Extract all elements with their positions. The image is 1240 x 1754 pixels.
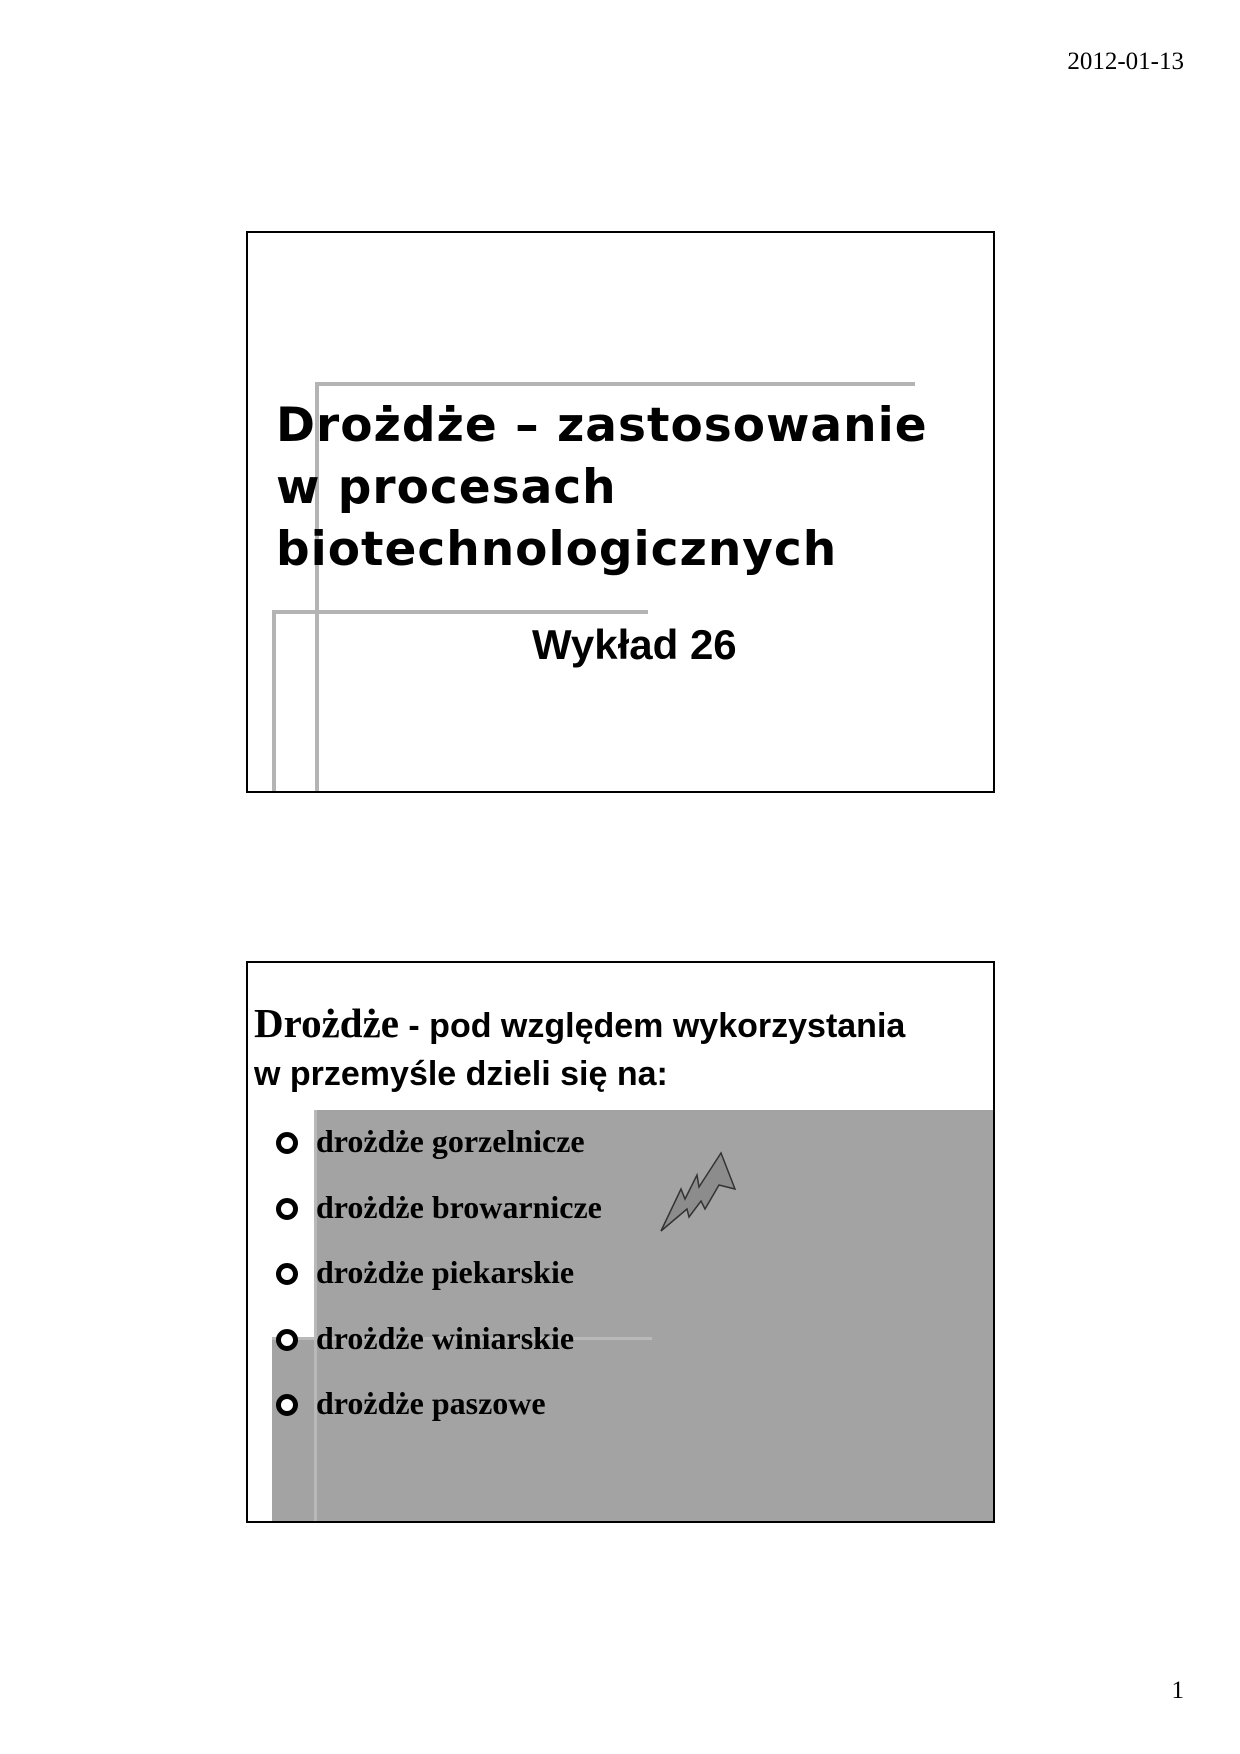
list-item-text: drożdże browarnicze bbox=[316, 1188, 602, 1225]
slide-title-text bbox=[276, 395, 928, 581]
page-number: 1 bbox=[1171, 1677, 1184, 1704]
header-date: 2012-01-13 bbox=[1067, 48, 1184, 75]
background-panel bbox=[272, 1338, 332, 1521]
heading-rest: - pod względem wykorzystania bbox=[398, 1007, 906, 1045]
bullet-icon bbox=[276, 1263, 298, 1285]
slide-heading bbox=[254, 999, 905, 1098]
list-item-text: drożdże winiarskie bbox=[316, 1319, 575, 1356]
slide-title bbox=[246, 231, 995, 793]
decor-line bbox=[315, 382, 915, 386]
bullet-icon bbox=[276, 1198, 298, 1220]
list-item-text: drożdże paszowe bbox=[316, 1385, 546, 1421]
decor-line bbox=[272, 610, 648, 614]
title-line: w procesach bbox=[276, 460, 617, 515]
bullet-icon bbox=[276, 1132, 298, 1154]
list-item-text: drożdże gorzelnicze bbox=[316, 1123, 585, 1159]
heading-line2: w przemyśle dzieli się na: bbox=[254, 1055, 668, 1093]
slide-subtitle: Wykład 26 bbox=[532, 621, 737, 668]
decor-line bbox=[272, 610, 276, 793]
slide-yeast-types bbox=[246, 961, 995, 1523]
lightning-bolt-icon bbox=[659, 1151, 741, 1233]
background-panel bbox=[316, 1110, 993, 1521]
title-line: Drożdże – zastosowanie bbox=[276, 398, 928, 453]
bullet-icon bbox=[276, 1394, 298, 1416]
bullet-icon bbox=[276, 1329, 298, 1351]
list-item-text: drożdże piekarskie bbox=[316, 1254, 575, 1290]
title-line: biotechnologicznych bbox=[276, 522, 838, 577]
heading-word: Drożdże bbox=[254, 1000, 399, 1046]
decor-line bbox=[314, 1110, 317, 1521]
